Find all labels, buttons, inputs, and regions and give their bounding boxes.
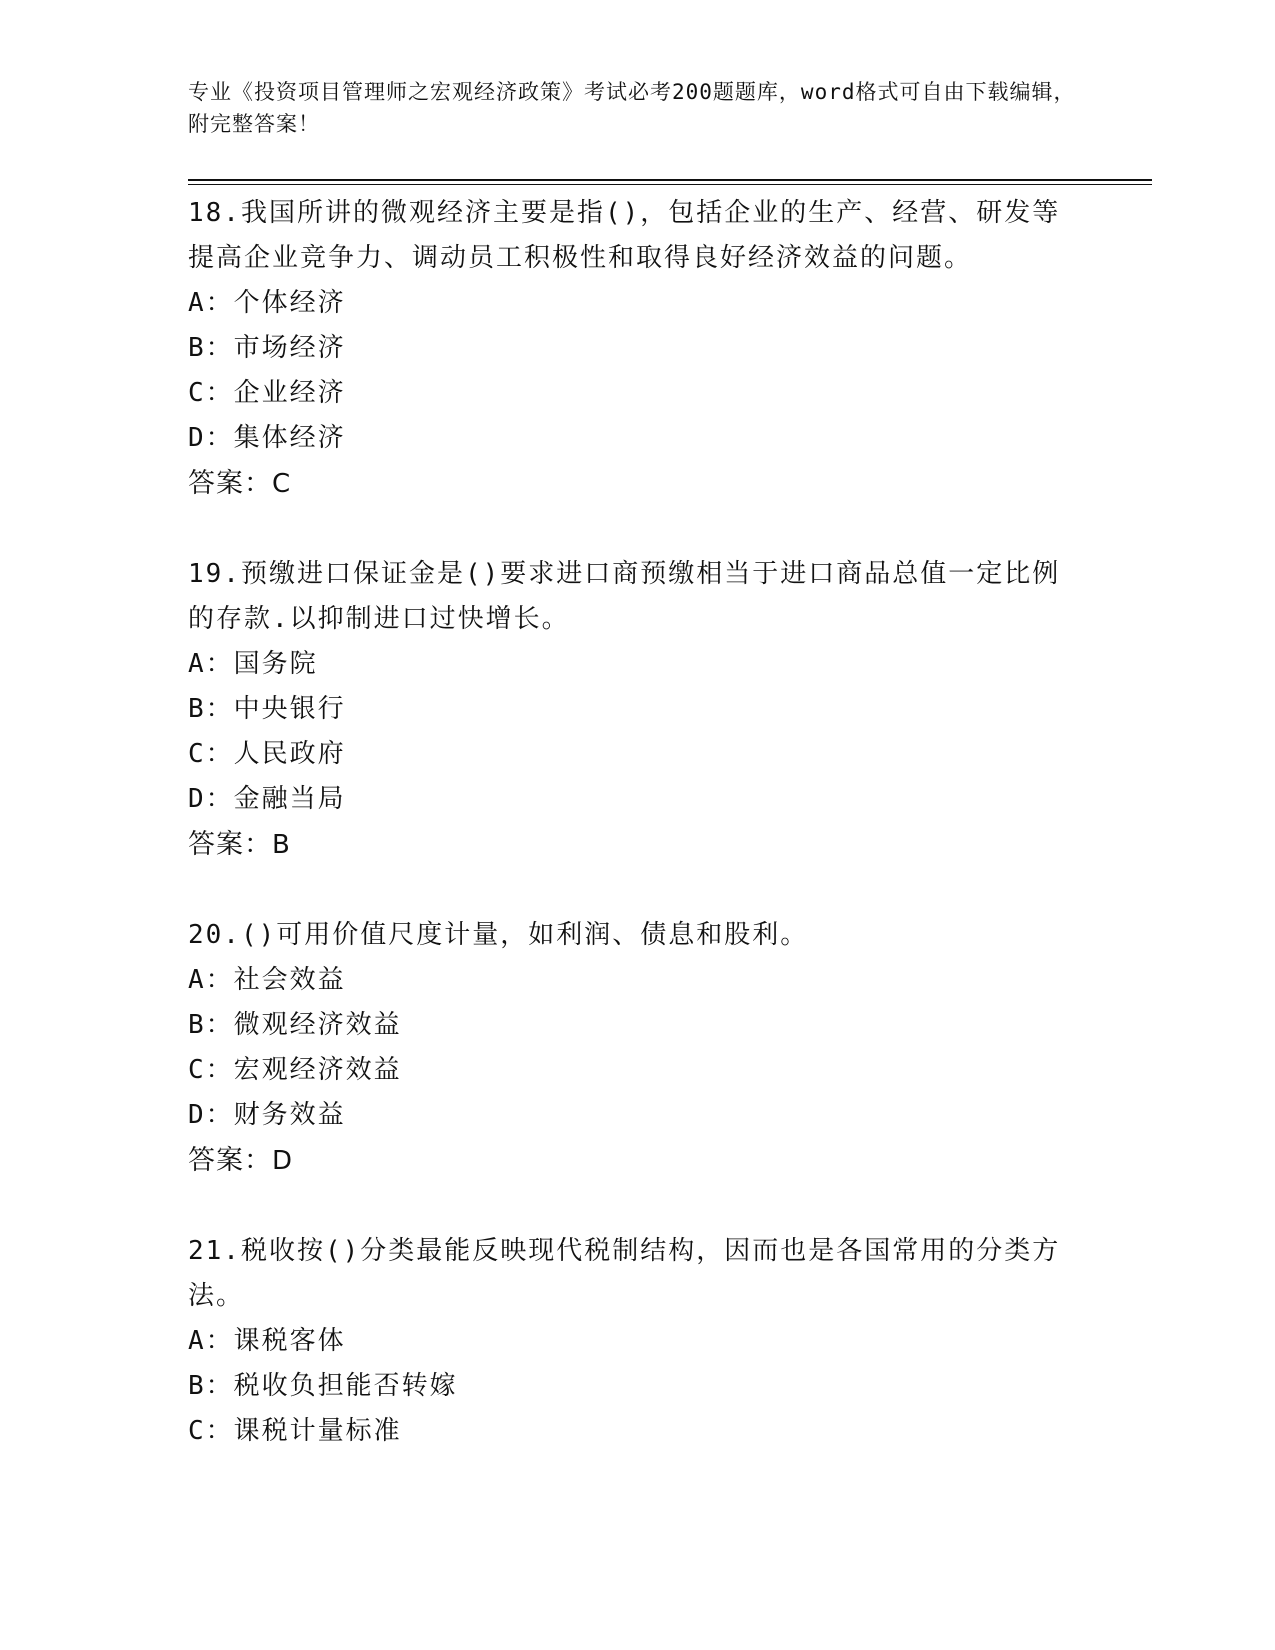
option-c: C：课税计量标准 (188, 1416, 402, 1446)
header-divider (188, 179, 1152, 181)
option-d: D：金融当局 (188, 784, 346, 814)
option-a: A：个体经济 (188, 288, 346, 318)
answer-value: D (272, 1146, 294, 1176)
option-b: B：税收负担能否转嫁 (188, 1371, 458, 1401)
question-stem: 20.()可用价值尺度计量，如利润、债息和股利。 (188, 920, 809, 950)
answer-label: 答案： (188, 468, 272, 499)
answer-value: B (272, 830, 291, 860)
header-divider-thin (188, 184, 1152, 185)
answer-line (188, 461, 1088, 507)
answer-label: 答案： (188, 1145, 272, 1176)
answer-line (188, 822, 1088, 868)
answer-line (188, 1138, 1088, 1184)
option-d: D：集体经济 (188, 423, 346, 453)
question-stem: 18.我国所讲的微观经济主要是指()，包括企业的生产、经营、研发等提高企业竞争力、调动员工积极性和取得良好经济效益的问题。 (188, 198, 1061, 273)
question-stem: 21.税收按()分类最能反映现代税制结构，因而也是各国常用的分类方法。 (188, 1236, 1061, 1311)
question-20 (188, 913, 1088, 1184)
answer-label: 答案： (188, 829, 272, 860)
question-list (188, 191, 1088, 1454)
question-21 (188, 1229, 1088, 1454)
option-c: C：人民政府 (188, 739, 346, 769)
option-a: A：国务院 (188, 649, 318, 679)
option-b: B：市场经济 (188, 333, 346, 363)
option-a: A：社会效益 (188, 965, 346, 995)
question-stem: 19.预缴进口保证金是()要求进口商预缴相当于进口商品总值一定比例的存款.以抑制进口过快增长。 (188, 559, 1061, 634)
document-header: 专业《投资项目管理师之宏观经济政策》考试必考200题题库，word格式可自由下载编辑，附完整答案！ (188, 80, 1076, 136)
question-18 (188, 191, 1088, 507)
option-c: C：宏观经济效益 (188, 1055, 402, 1085)
option-b: B：微观经济效益 (188, 1010, 402, 1040)
option-c: C：企业经济 (188, 378, 346, 408)
answer-value: C (272, 469, 292, 499)
option-a: A：课税客体 (188, 1326, 346, 1356)
option-b: B：中央银行 (188, 694, 346, 724)
question-19 (188, 552, 1088, 868)
option-d: D：财务效益 (188, 1100, 346, 1130)
